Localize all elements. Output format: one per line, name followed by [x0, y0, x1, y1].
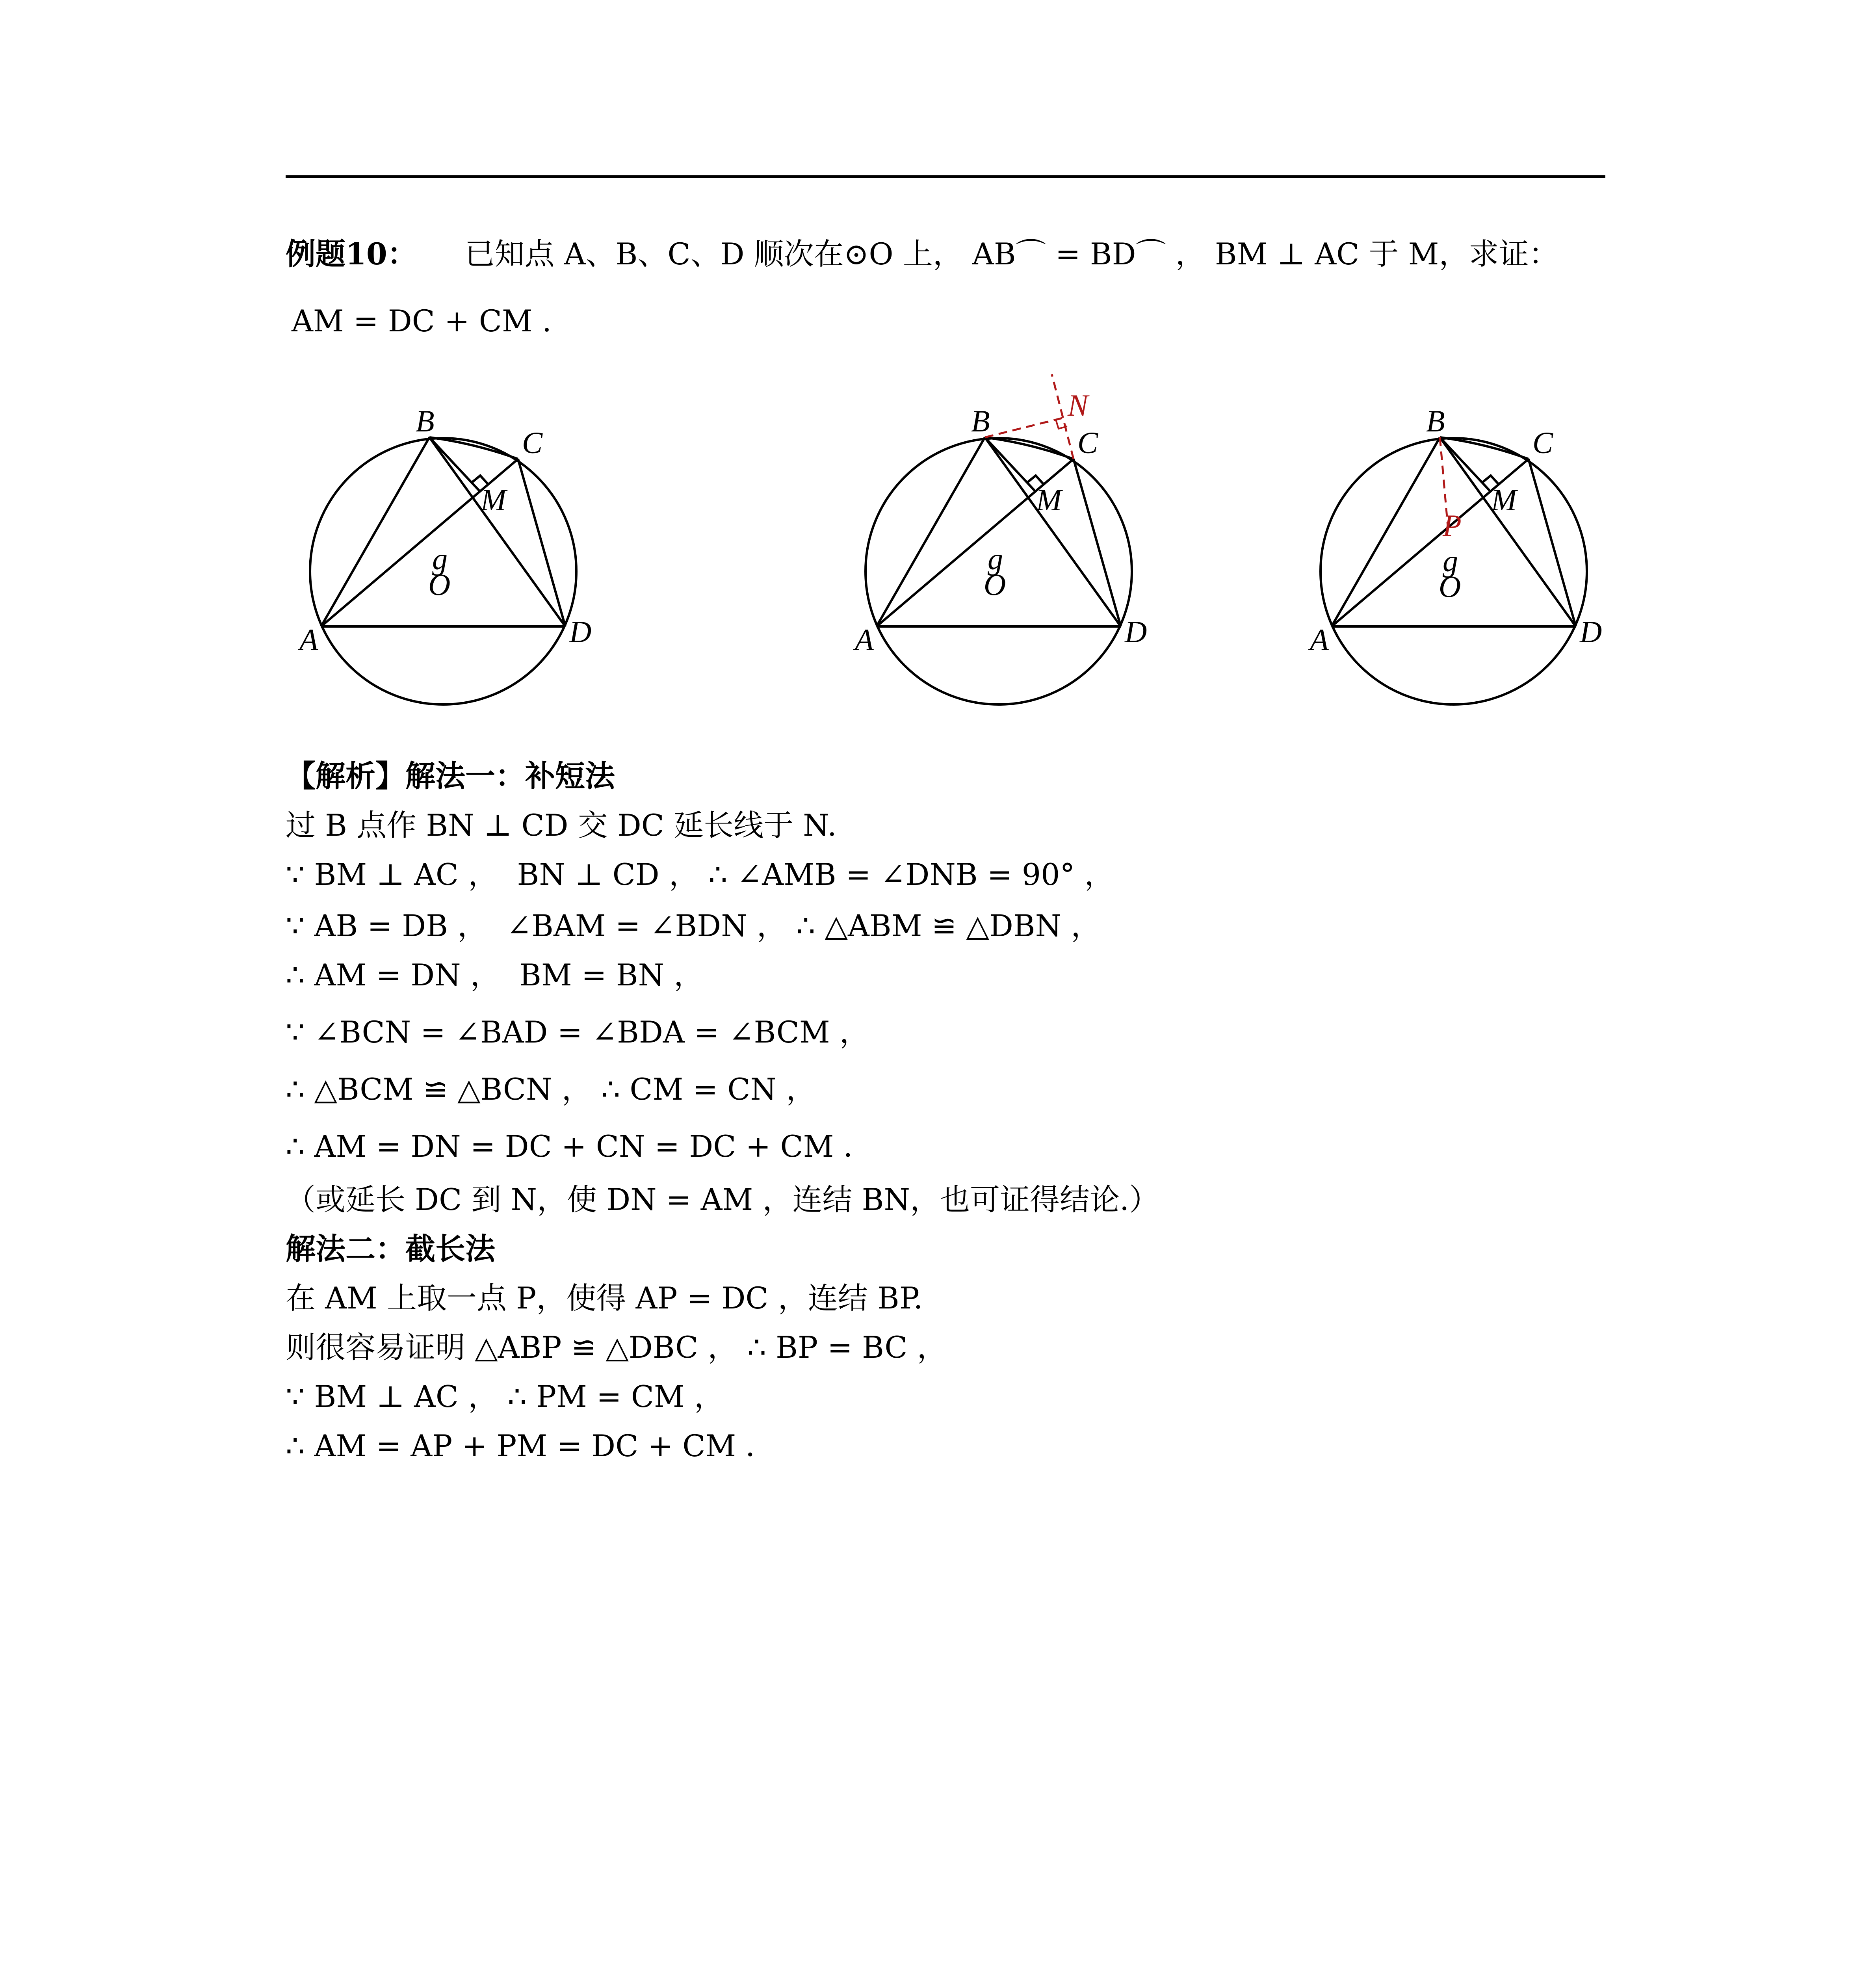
method2-line-1: 在 AM 上取一点 P，使得 AP = DC ，连结 BP. [286, 1280, 923, 1316]
label-d: D [569, 615, 592, 649]
problem-label: 例题10： [286, 236, 417, 271]
label-b: B [416, 404, 435, 438]
label-p: P [1443, 508, 1462, 543]
figure-2 [841, 388, 1172, 713]
label-o: O [984, 567, 1006, 602]
method2-title: 解法二：截长法 [286, 1231, 495, 1266]
label-c: C [1532, 426, 1553, 460]
method2-line-2: 则很容易证明 △ABP ≌ △DBC ， ∴ BP = BC ， [286, 1330, 947, 1365]
label-c: C [522, 426, 543, 460]
segment-cd [1529, 459, 1576, 626]
segment-ab [877, 437, 985, 626]
label-a: A [299, 623, 318, 657]
segment-cd [1074, 459, 1121, 626]
segment-bn [985, 418, 1064, 437]
label-c: C [1077, 426, 1098, 460]
label-a: A [1310, 623, 1329, 657]
problem-line-1 [286, 234, 1558, 274]
problem-text: 已知点 A、B、C、D 顺次在⊙O 上， AB⌒ = BD⌒ ， BM ⊥ AC 于 M，求证： [464, 236, 1559, 271]
center-mark: g [432, 542, 448, 576]
method2-line-3: ∵ BM ⊥ AC ， ∴ PM = CM ， [286, 1379, 724, 1414]
method2-line-4: ∴ AM = AP + PM = DC + CM ． [286, 1428, 776, 1463]
method1-line-6: ∴ △BCM ≌ △BCN ， ∴ CM = CN ， [286, 1072, 816, 1107]
segment-ab [1332, 437, 1440, 626]
figure-1 [286, 398, 617, 713]
label-m: M [1491, 483, 1517, 517]
segment-ab [321, 437, 429, 626]
header-rule [286, 175, 1605, 178]
problem-line-2: AM = DC + CM . [292, 303, 552, 338]
figure-3 [1296, 398, 1627, 713]
center-mark: g [1443, 544, 1458, 578]
label-m: M [1036, 483, 1062, 517]
label-d: D [1580, 615, 1602, 649]
method1-title: 【解析】解法一：补短法 [286, 758, 615, 794]
center-mark: g [988, 542, 1003, 576]
label-m: M [481, 483, 506, 517]
label-o: O [1439, 569, 1461, 604]
segment-cd [518, 459, 565, 626]
method1-line-4: ∴ AM = DN ， BM = BN ， [286, 957, 704, 992]
method1-line-8: （或延长 DC 到 N，使 DN = AM ，连结 BN，也可证得结论.） [286, 1182, 1159, 1217]
method1-line-5: ∵ ∠BCN = ∠BAD = ∠BDA = ∠BCM ， [286, 1015, 869, 1050]
label-n: N [1068, 388, 1088, 422]
method1-line-2: ∵ BM ⊥ AC ， BN ⊥ CD ， ∴ ∠AMB = ∠DNB = 90° ， [286, 857, 1114, 892]
label-o: O [428, 567, 451, 602]
method1-line-1: 过 B 点作 BN ⊥ CD 交 DC 延长线于 N. [286, 808, 837, 843]
label-d: D [1125, 615, 1147, 649]
label-a: A [855, 623, 874, 657]
method1-line-3: ∵ AB = DB ， ∠BAM = ∠BDN ， ∴ △ABM ≌ △DBN ， [286, 908, 1101, 943]
label-b: B [1426, 404, 1445, 438]
method1-line-7: ∴ AM = DN = DC + CN = DC + CM ． [286, 1129, 873, 1164]
label-b: B [971, 404, 990, 438]
